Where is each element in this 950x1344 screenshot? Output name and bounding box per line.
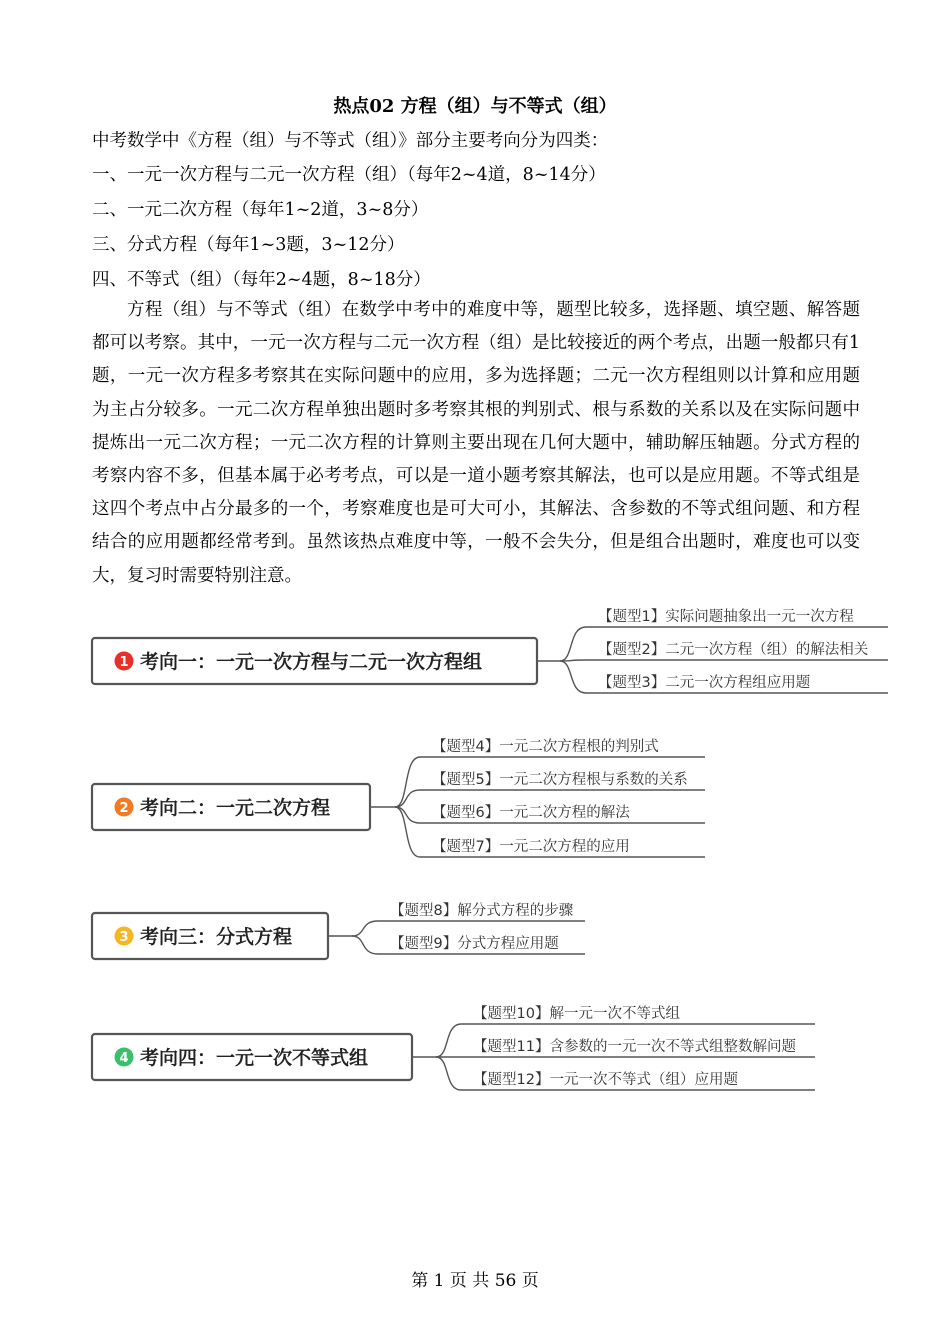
branch-curve	[352, 921, 378, 936]
question-type-item: 【题型7】一元二次方程的应用	[432, 839, 630, 855]
branch-curve	[560, 627, 586, 661]
question-type-item: 【题型10】解一元一次不等式组	[473, 1006, 680, 1022]
topic-group-1	[92, 607, 888, 693]
question-type-item: 【题型9】分式方程应用题	[390, 936, 559, 952]
branch-curve	[560, 661, 586, 693]
branch-curve	[395, 807, 420, 857]
question-type-item: 【题型8】解分式方程的步骤	[390, 903, 574, 919]
intro-line: 中考数学中《方程（组）与不等式（组）》部分主要考向分为四类：	[92, 131, 609, 151]
document-title: 热点02 方程（组）与不等式（组）	[333, 96, 617, 117]
topic-label: 考向三：分式方程	[140, 926, 293, 948]
question-type-item: 【题型1】实际问题抽象出一元一次方程	[598, 609, 854, 625]
question-type-item: 【题型12】一元一次不等式（组）应用题	[473, 1072, 738, 1088]
branch-curve	[436, 1024, 461, 1057]
topic-label: 考向四：一元一次不等式组	[140, 1047, 369, 1069]
body-paragraph: 方程（组）与不等式（组）在数学中考中的难度中等，题型比较多，选择题、填空题、解答题都可以考察。其中，一元一次方程与二元一次方程（组）是比较接近的两个考点，出题一般都只有1题，一元一次方程多考察其在实际问题中的应用，多为选择题；二元一次方程组则以计算和应用题为主占分较多。一元二次方程单独出题时多考察其根的判别式、根与系数的关系以及在实际问题中提炼出一元二次方程；一元二次方程的计算则主要出现在几何大题中，辅助解压轴题。分式方程的考察内容不多，但基本属于必考考点，可以是一道小题考察其解法，也可以是应用题。不等式组是这四个考点中占分最多的一个，考察难度也是可大可小，其解法、含参数的不等式组问题、和方程结合的应用题都经常考到。虽然该热点难度中等，一般不会失分，但是组合出题时，难度也可以变大，复习时需要特别注意。	[92, 300, 860, 586]
topic-group-4	[92, 1004, 815, 1090]
topic-number: 3	[119, 930, 129, 945]
topic-group-3	[92, 901, 585, 959]
question-type-item: 【题型3】二元一次方程组应用题	[598, 675, 811, 691]
branch-curve	[436, 1057, 461, 1090]
branch-curve	[395, 757, 420, 807]
question-type-item: 【题型2】二元一次方程（组）的解法相关	[598, 642, 869, 658]
page-footer: 第 1 页 共 56 页	[411, 1271, 539, 1291]
category-line-2: 二、一元二次方程（每年1~2道，3~8分）	[92, 200, 429, 220]
topic-number: 4	[119, 1051, 129, 1066]
topic-group-2	[92, 737, 705, 857]
topic-label: 考向一：一元一次方程与二元一次方程组	[140, 651, 483, 673]
topic-number: 1	[119, 655, 129, 670]
category-line-1: 一、一元一次方程与二元一次方程（组）（每年2~4道，8~14分）	[92, 165, 606, 185]
question-type-item: 【题型6】一元二次方程的解法	[432, 805, 630, 821]
category-line-3: 三、分式方程（每年1~3题，3~12分）	[92, 235, 405, 255]
question-type-item: 【题型5】一元二次方程根与系数的关系	[432, 772, 688, 788]
question-type-item: 【题型11】含参数的一元一次不等式组整数解问题	[473, 1039, 796, 1055]
topic-label: 考向二：一元二次方程	[140, 797, 331, 819]
branch-curve	[395, 790, 420, 807]
category-line-4: 四、不等式（组）（每年2~4题，8~18分）	[92, 270, 431, 290]
topic-number: 2	[119, 801, 129, 816]
question-type-item: 【题型4】一元二次方程根的判别式	[432, 739, 659, 755]
branch-curve	[352, 936, 378, 954]
